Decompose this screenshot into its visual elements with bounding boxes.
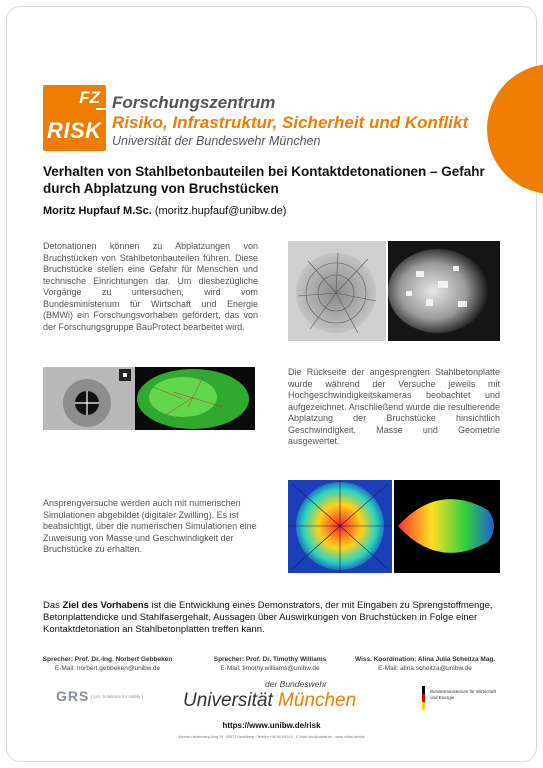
contact-email[interactable]: E-Mail: norbert.gebbeken@unibw.de (54, 665, 161, 672)
unibw-city: München (278, 690, 357, 711)
camera-paragraph: Die Rückseite der angesprengten Stahlbetonplatte wurde während der Versuche jeweils mit Hochgeschwindigkeitskameras beobachtet und aufgezeichnet. Anschließend wurde die resultierende Abplatzung der Bruchstücke hinsichtlich Geschwindigkeit, Masse und Geometrie ausgewertet. (288, 367, 500, 446)
grs-logo: GRS (56, 688, 90, 704)
spall-photo (288, 241, 500, 341)
unibw-uni: Universität (183, 690, 273, 711)
contact-name: Wiss. Koordination: Alina Julia Scheitza Mag. (355, 656, 496, 663)
unibw-subline: der Bundeswehr (265, 679, 327, 689)
german-flag-icon (422, 686, 425, 710)
bmwi-logo (422, 686, 502, 712)
header-line-2: Risiko, Infrastruktur, Sicherheit und Konflikt (112, 113, 469, 132)
goal-pre: Das (43, 600, 63, 611)
goal-paragraph (43, 600, 506, 636)
website-link[interactable]: https://www.unibw.de/risk (222, 721, 321, 730)
contact-name: Sprecher: Prof. Dr.-Ing. Norbert Gebbeken (42, 656, 173, 663)
grs-tagline: [ Lrs. Solutions for safety ] (91, 694, 144, 699)
logo-risk-text: RISK (47, 118, 102, 143)
unibw-logo (183, 690, 356, 712)
simulation-paragraph: Ansprengversuche werden auch mit numerischen Simulationen abgebildet (digitaler Zwilling). Es ist beabsichtigt, über die numerischen Simulationen eine Zuweisung von Masse und Geschwindigkeit der Bruchstücke zu erhalten. (43, 498, 257, 554)
author-email: (moritz.hupfauf@unibw.de) (154, 205, 287, 217)
simulation-image (288, 480, 500, 573)
address-line: Werner-Heisenberg-Weg 39 · 85577 Neubiberg · Telefon +49 89 6004-0 · E-Mail: info@unibw.de · www.unibw.de/risk (178, 735, 365, 739)
contact-gebbeken (40, 655, 175, 673)
author-line (43, 205, 286, 217)
contact-email[interactable]: E-Mail: alina.scheitza@unibw.de (378, 665, 472, 672)
intro-paragraph: Detonationen können zu Abplatzungen von Bruchstücken von Stahlbetonbauteilen führen. Diese Bruchstücke stellen eine Gefahr für Menschen und technische Einrichtungen dar. Um diesbezügliche Vorgänge zu untersuchen, wird vom Bundesministerium für Wirtschaft und Energie (BMWi) ein Forschungsvorhaben gefördert, das von der Forschungsgruppe BauProtect bearbeitet wird. (43, 241, 258, 332)
author-name: Moritz Hupfauf M.Sc. (43, 205, 152, 217)
header-line-1: Forschungszentrum (112, 93, 276, 112)
contact-email[interactable]: E-Mail: timothy.williams@unibw.de (220, 665, 320, 672)
logo-fz-text: FZ (79, 88, 100, 107)
goal-bold: Ziel des Vorhabens (62, 600, 149, 611)
contact-name: Sprecher: Prof. Dr. Timothy Williams (213, 656, 327, 663)
bmwi-text: Bundesministerium für Wirtschaft und Energie (430, 689, 497, 700)
logo-divider (96, 108, 106, 110)
tracking-photo (43, 367, 255, 430)
contact-williams (205, 655, 335, 673)
poster-title: Verhalten von Stahlbetonbauteilen bei Kontaktdetonationen – Gefahr durch Abplatzung von Bruchstücken (43, 164, 485, 196)
contact-scheitza (355, 655, 495, 673)
goal-post: ist die Entwicklung eines Demonstrators, der mit Eingaben zu Sprengstoffmenge, Betonplattendicke und Stahlfasergehalt, Aussagen über Auswirkungen von Bruchstücken in Folge einer Kontaktdetonation an Stahlbetonplatten treffen kann. (43, 600, 493, 635)
header-line-3: Universität der Bundeswehr München (112, 134, 321, 148)
